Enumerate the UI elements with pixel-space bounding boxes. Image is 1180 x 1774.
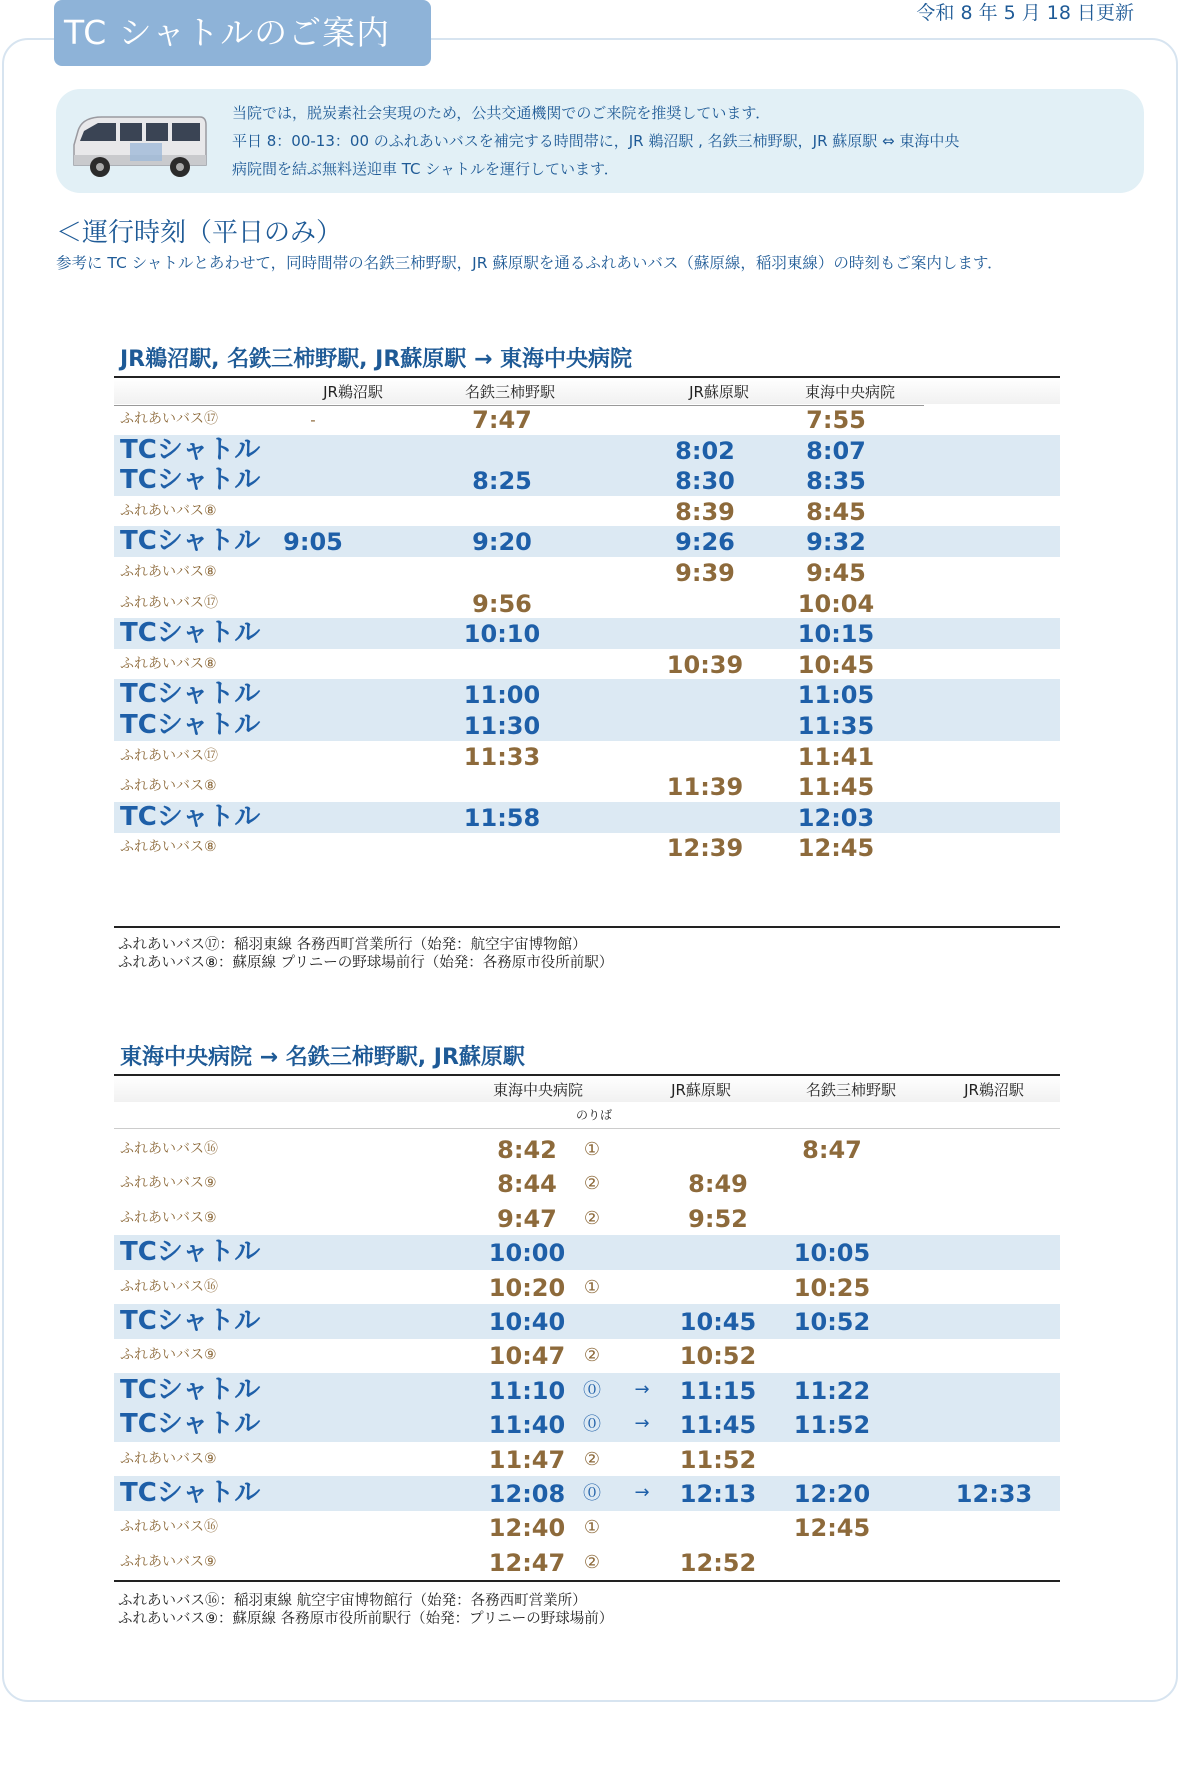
service-label: TCシャトル — [120, 1374, 261, 1405]
table-row — [114, 710, 1060, 741]
time-cell: 11:52 — [793, 1411, 871, 1440]
table-row — [114, 771, 1060, 802]
service-label: ふれあいバス⑧ — [120, 564, 217, 580]
arrow-icon: → — [634, 1413, 650, 1435]
time-cell: 11:05 — [797, 681, 875, 710]
time-cell: 10:40 — [488, 1308, 566, 1336]
table-row — [114, 1201, 1060, 1236]
time-cell: 10:52 — [679, 1342, 757, 1371]
time-cell: 11:10 — [488, 1376, 566, 1405]
table-row — [114, 1373, 1060, 1408]
time-cell: 7:47 — [472, 406, 532, 434]
table1-bottom-rule — [114, 926, 1060, 928]
table1-col-mikakino: 名鉄三柿野駅 — [464, 383, 556, 401]
time-cell: 12:20 — [793, 1480, 871, 1508]
platform-number: ② — [583, 1551, 601, 1573]
time-cell: 12:33 — [955, 1480, 1033, 1508]
time-cell: 8:39 — [675, 497, 735, 526]
service-label: TCシャトル — [120, 465, 261, 496]
time-cell: 11:30 — [463, 712, 541, 740]
table-row — [114, 1510, 1060, 1545]
service-label: ふれあいバス⑨ — [120, 1209, 217, 1226]
time-cell: 10:39 — [666, 650, 744, 679]
table-row — [114, 404, 1060, 435]
time-cell: 9:32 — [806, 528, 866, 557]
table-row — [114, 526, 1060, 557]
table1-col-sohara: JR蘇原駅 — [689, 383, 749, 401]
time-cell: 10:20 — [488, 1273, 566, 1302]
table-row — [114, 679, 1060, 710]
time-cell: 11:33 — [463, 742, 541, 771]
service-label: TCシャトル — [120, 1478, 261, 1508]
service-label: ふれあいバス⑰ — [120, 411, 218, 427]
time-cell: 9:20 — [472, 528, 532, 557]
time-cell: 8:44 — [497, 1170, 557, 1199]
updated-date: 令和 8 年 5 月 18 日更新 — [916, 2, 1134, 24]
table-row — [114, 588, 1060, 619]
table2-footnote: ふれあいバス⑯：稲羽東線 航空宇宙博物館行（始発：各務西町営業所） — [118, 1593, 587, 1609]
platform-number: ① — [583, 1276, 601, 1298]
service-label: TCシャトル — [120, 801, 261, 832]
service-label: TCシャトル — [120, 526, 261, 557]
table-row — [114, 741, 1060, 772]
table-row — [114, 1338, 1060, 1373]
time-cell: 9:52 — [688, 1204, 748, 1233]
time-cell: 11:00 — [463, 681, 541, 710]
time-cell: - — [310, 411, 316, 429]
platform-number: ② — [583, 1207, 601, 1229]
time-cell: 11:45 — [679, 1411, 757, 1440]
time-cell: 11:58 — [463, 803, 541, 832]
table-row — [114, 1304, 1060, 1339]
service-label: TCシャトル — [120, 710, 261, 740]
service-label: TCシャトル — [120, 1409, 261, 1440]
platform-number: ② — [583, 1173, 601, 1195]
time-cell: 10:47 — [488, 1342, 566, 1371]
platform-number: ① — [583, 1517, 601, 1539]
table-row — [114, 1407, 1060, 1442]
time-cell: 9:39 — [675, 559, 735, 587]
table-row — [114, 1166, 1060, 1201]
time-cell: 8:07 — [806, 436, 866, 465]
table-row — [114, 465, 1060, 496]
table-row — [114, 832, 1060, 863]
service-label: ふれあいバス⑰ — [120, 747, 218, 764]
schedule-note: 参考に TC シャトルとあわせて，同時間帯の名鉄三柿野駅，JR 蘇原駅を通るふれあいバス（蘇原線，稲羽東線）の時刻もご案内します． — [56, 254, 1003, 272]
service-label: TCシャトル — [120, 1306, 261, 1336]
time-cell: 8:25 — [472, 467, 532, 496]
table2-bottom-rule — [114, 1580, 1060, 1582]
intro-line-2: 平日 8：00-13：00 のふれあいバスを補完する時間帯に，JR 鵜沼駅 , 名鉄三柿野駅，JR 蘇原駅 ⇔ 東海中央 — [232, 132, 960, 150]
service-label: ふれあいバス⑧ — [120, 839, 217, 856]
table-row — [114, 1270, 1060, 1305]
time-cell: 11:40 — [488, 1411, 566, 1440]
table1-footnote: ふれあいバス⑧：蘇原線 プリニーの野球場前行（始発：各務原市役所前駅） — [118, 955, 614, 971]
time-cell: 12:45 — [793, 1514, 871, 1543]
time-cell: 8:35 — [806, 467, 866, 496]
service-label: ふれあいバス⑨ — [120, 1450, 217, 1467]
time-cell: 7:55 — [806, 406, 866, 434]
time-cell: 11:47 — [488, 1445, 566, 1474]
service-label: ふれあいバス⑯ — [120, 1278, 218, 1295]
table1-col-unuma: JR鵜沼駅 — [323, 383, 383, 401]
time-cell: 10:00 — [488, 1239, 566, 1268]
platform-number: ⓪ — [583, 1414, 601, 1436]
arrow-icon: → — [634, 1378, 650, 1400]
table2-col-unuma: JR鵜沼駅 — [964, 1081, 1024, 1099]
table2-col-hospital: 東海中央病院 — [492, 1081, 584, 1099]
time-cell: 11:45 — [797, 773, 875, 802]
table1-header — [114, 376, 1060, 404]
table-row — [114, 496, 1060, 527]
table-row — [114, 802, 1060, 833]
time-cell: 12:45 — [797, 834, 875, 863]
table-row — [114, 1442, 1060, 1477]
table-row — [114, 1235, 1060, 1270]
table2-footnote: ふれあいバス⑨：蘇原線 各務原市役所前駅行（始発：プリニーの野球場前） — [118, 1611, 614, 1627]
time-cell: 11:15 — [679, 1376, 757, 1405]
table2-col-mikakino: 名鉄三柿野駅 — [805, 1081, 897, 1099]
table1-col-hospital: 東海中央病院 — [804, 383, 896, 401]
time-cell: 9:45 — [806, 559, 866, 587]
table2-col-sohara: JR蘇原駅 — [671, 1081, 731, 1099]
time-cell: 12:47 — [488, 1548, 566, 1577]
table-row — [114, 435, 1060, 466]
time-cell: 12:40 — [488, 1514, 566, 1543]
service-label: TCシャトル — [120, 618, 261, 649]
intro-line-1: 当院では，脱炭素社会実現のため，公共交通機関でのご来院を推奨しています． — [232, 104, 771, 122]
table-row — [114, 618, 1060, 649]
time-cell: 12:13 — [679, 1480, 757, 1508]
service-label: ふれあいバス⑯ — [120, 1141, 218, 1157]
platform-number: ① — [583, 1139, 601, 1160]
table-row — [114, 557, 1060, 588]
intro-box — [56, 89, 1144, 193]
time-cell: 9:56 — [472, 589, 532, 618]
time-cell: 9:05 — [283, 528, 343, 557]
table1-footnote: ふれあいバス⑰：稲羽東線 各務西町営業所行（始発：航空宇宙博物館） — [118, 937, 587, 953]
table2-title: 東海中央病院 → 名鉄三柿野駅, JR蘇原駅 — [120, 1045, 525, 1070]
table1-footnotes — [118, 936, 613, 972]
time-cell: 10:52 — [793, 1308, 871, 1336]
time-cell: 8:47 — [802, 1136, 862, 1164]
service-label: ふれあいバス⑯ — [120, 1519, 218, 1536]
time-cell: 10:10 — [463, 620, 541, 649]
page-title: TC シャトルのご案内 — [54, 0, 431, 66]
schedule-heading: ＜運行時刻（平日のみ） — [56, 218, 343, 248]
time-cell: 12:39 — [666, 834, 744, 863]
table-row — [114, 649, 1060, 680]
table-row — [114, 1545, 1060, 1580]
shuttle-van-icon — [68, 111, 210, 187]
service-label: TCシャトル — [120, 1237, 261, 1268]
service-label: ふれあいバス⑧ — [120, 502, 217, 519]
service-label: ふれあいバス⑨ — [120, 1347, 217, 1364]
time-cell: 11:22 — [793, 1376, 871, 1405]
time-cell: 10:25 — [793, 1273, 871, 1302]
table-row — [114, 1132, 1060, 1167]
time-cell: 11:41 — [797, 742, 875, 771]
table2-subheader — [114, 1102, 1060, 1129]
time-cell: 8:45 — [806, 497, 866, 526]
time-cell: 9:47 — [497, 1204, 557, 1233]
time-cell: 10:05 — [793, 1239, 871, 1268]
service-label: ふれあいバス⑧ — [120, 778, 217, 795]
platform-number: ② — [583, 1345, 601, 1367]
table-row — [114, 1476, 1060, 1511]
service-label: TCシャトル — [120, 679, 261, 710]
service-label: ふれあいバス⑨ — [120, 1553, 217, 1570]
time-cell: 10:45 — [679, 1308, 757, 1336]
intro-line-3: 病院間を結ぶ無料送迎車 TC シャトルを運行しています． — [232, 160, 619, 178]
platform-label: のりば — [575, 1108, 613, 1122]
service-label: ふれあいバス⑨ — [120, 1175, 217, 1192]
time-cell: 9:26 — [675, 528, 735, 557]
service-label: ふれあいバス⑰ — [120, 594, 218, 611]
service-label: TCシャトル — [120, 434, 261, 465]
time-cell: 12:03 — [797, 803, 875, 832]
arrow-icon: → — [634, 1482, 650, 1503]
time-cell: 10:45 — [797, 650, 875, 679]
time-cell: 11:39 — [666, 773, 744, 802]
platform-number: ⓪ — [583, 1379, 601, 1401]
time-cell: 8:30 — [675, 467, 735, 496]
platform-number: ⓪ — [583, 1483, 601, 1504]
service-label: ふれあいバス⑧ — [120, 655, 217, 672]
time-cell: 10:04 — [797, 589, 875, 618]
table2-header — [114, 1074, 1060, 1102]
time-cell: 12:52 — [679, 1548, 757, 1577]
time-cell: 11:52 — [679, 1445, 757, 1474]
time-cell: 8:49 — [688, 1170, 748, 1199]
platform-number: ② — [583, 1448, 601, 1470]
table1-title: JR鵜沼駅, 名鉄三柿野駅, JR蘇原駅 → 東海中央病院 — [120, 347, 633, 372]
time-cell: 10:15 — [797, 620, 875, 649]
table2-footnotes — [118, 1592, 613, 1628]
time-cell: 8:02 — [675, 436, 735, 465]
time-cell: 8:42 — [497, 1136, 557, 1164]
time-cell: 11:35 — [797, 712, 875, 740]
time-cell: 12:08 — [488, 1480, 566, 1508]
